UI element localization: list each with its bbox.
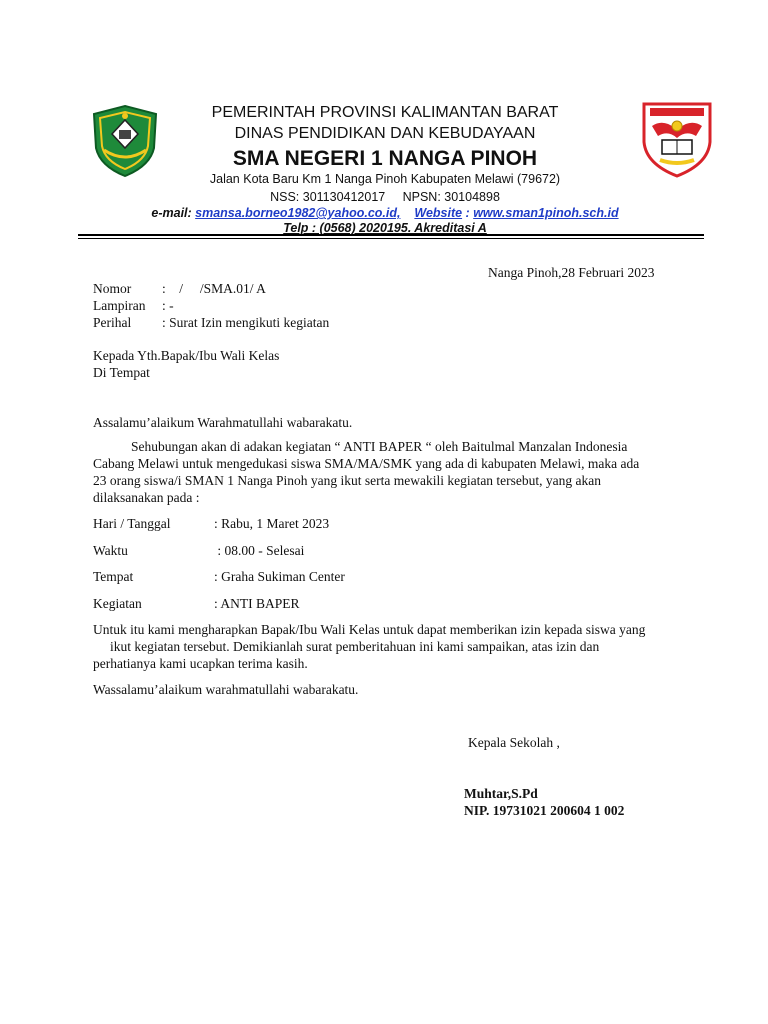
detail-label-place: Tempat xyxy=(93,569,134,584)
letterhead-ids-text: NSS: 301130412017 NPSN: 30104898 xyxy=(270,190,500,204)
detail-value-place: : Graha Sukiman Center xyxy=(214,569,345,584)
detail-label-time: Waktu xyxy=(93,543,128,558)
detail-value-activity: : ANTI BAPER xyxy=(214,596,300,611)
meta-label-lampiran: Lampiran xyxy=(93,298,146,313)
email-link[interactable]: smansa.borneo1982@yahoo.co.id, xyxy=(195,206,401,220)
signatory-name: Muhtar,S.Pd xyxy=(464,786,538,801)
recipient-line-1: Kepada Yth.Bapak/Ibu Wali Kelas xyxy=(93,348,280,363)
letterhead-ids xyxy=(150,190,620,204)
meta-label-nomor: Nomor xyxy=(93,281,132,296)
letter-date: Nanga Pinoh,28 Februari 2023 xyxy=(488,265,655,280)
closing: Wassalamu’alaikum warahmatullahi wabarakatu. xyxy=(93,682,359,697)
meta-value-nomor: : / /SMA.01/ A xyxy=(162,281,266,296)
website-label-link[interactable]: Website xyxy=(414,206,463,220)
letterhead-contacts xyxy=(150,206,620,220)
tut-wuri-handayani-emblem-icon xyxy=(640,100,714,178)
website-separator: : xyxy=(462,206,474,220)
detail-value-time: : 08.00 - Selesai xyxy=(214,543,305,558)
paragraph-2-line-1: Untuk itu kami mengharapkan Bapak/Ibu Wali Kelas untuk dapat memberikan izin kepada siswa yang xyxy=(93,622,646,637)
meta-value-lampiran: : - xyxy=(162,298,174,313)
website-link[interactable]: www.sman1pinoh.sch.id xyxy=(473,206,619,220)
letterhead-divider-thick xyxy=(78,234,704,236)
signatory-nip: NIP. 19731021 200604 1 002 xyxy=(464,803,625,818)
meta-label-perihal: Perihal xyxy=(93,315,132,330)
email-label: e-mail: xyxy=(151,206,196,220)
paragraph-1-line-3: 23 orang siswa/i SMAN 1 Nanga Pinoh yang ikut serta mewakili kegiatan tersebut, yang akan xyxy=(93,473,602,488)
paragraph-2-line-3: perhatianya kami ucapkan terima kasih. xyxy=(93,656,308,671)
letterhead-province: PEMERINTAH PROVINSI KALIMANTAN BARAT xyxy=(211,104,559,121)
paragraph-1-line-2: Cabang Melawi untuk mengedukasi siswa SMA/MA/SMK yang ada di kabupaten Melawi, maka ada xyxy=(93,456,640,471)
paragraph-1-line-1: Sehubungan akan di adakan kegiatan “ ANTI BAPER “ oleh Baitulmal Manzalan Indonesia xyxy=(131,439,628,454)
letterhead-phone xyxy=(150,221,620,235)
letterhead-divider-thin xyxy=(78,238,704,239)
letterhead-address: Jalan Kota Baru Km 1 Nanga Pinoh Kabupaten Melawi (79672) xyxy=(209,172,561,186)
meta-value-perihal: : Surat Izin mengikuti kegiatan xyxy=(162,315,330,330)
phone-text: Telp : (0568) 2020195. Akreditasi A xyxy=(283,221,487,235)
detail-label-activity: Kegiatan xyxy=(93,596,142,611)
letterhead-department: DINAS PENDIDIKAN DAN KEBUDAYAAN xyxy=(234,125,536,142)
paragraph-2-line-2: ikut kegiatan tersebut. Demikianlah surat pemberitahuan ini kami sampaikan, atas izin dan xyxy=(110,639,600,654)
paragraph-1-line-4: dilaksanakan pada : xyxy=(93,490,200,505)
signatory-title: Kepala Sekolah , xyxy=(468,735,560,750)
greeting: Assalamu’alaikum Warahmatullahi wabarakatu. xyxy=(93,415,353,430)
detail-value-date: : Rabu, 1 Maret 2023 xyxy=(214,516,330,531)
detail-label-date: Hari / Tanggal xyxy=(93,516,171,531)
letterhead-school-name: SMA NEGERI 1 NANGA PINOH xyxy=(232,147,538,170)
recipient-line-2: Di Tempat xyxy=(93,365,150,380)
